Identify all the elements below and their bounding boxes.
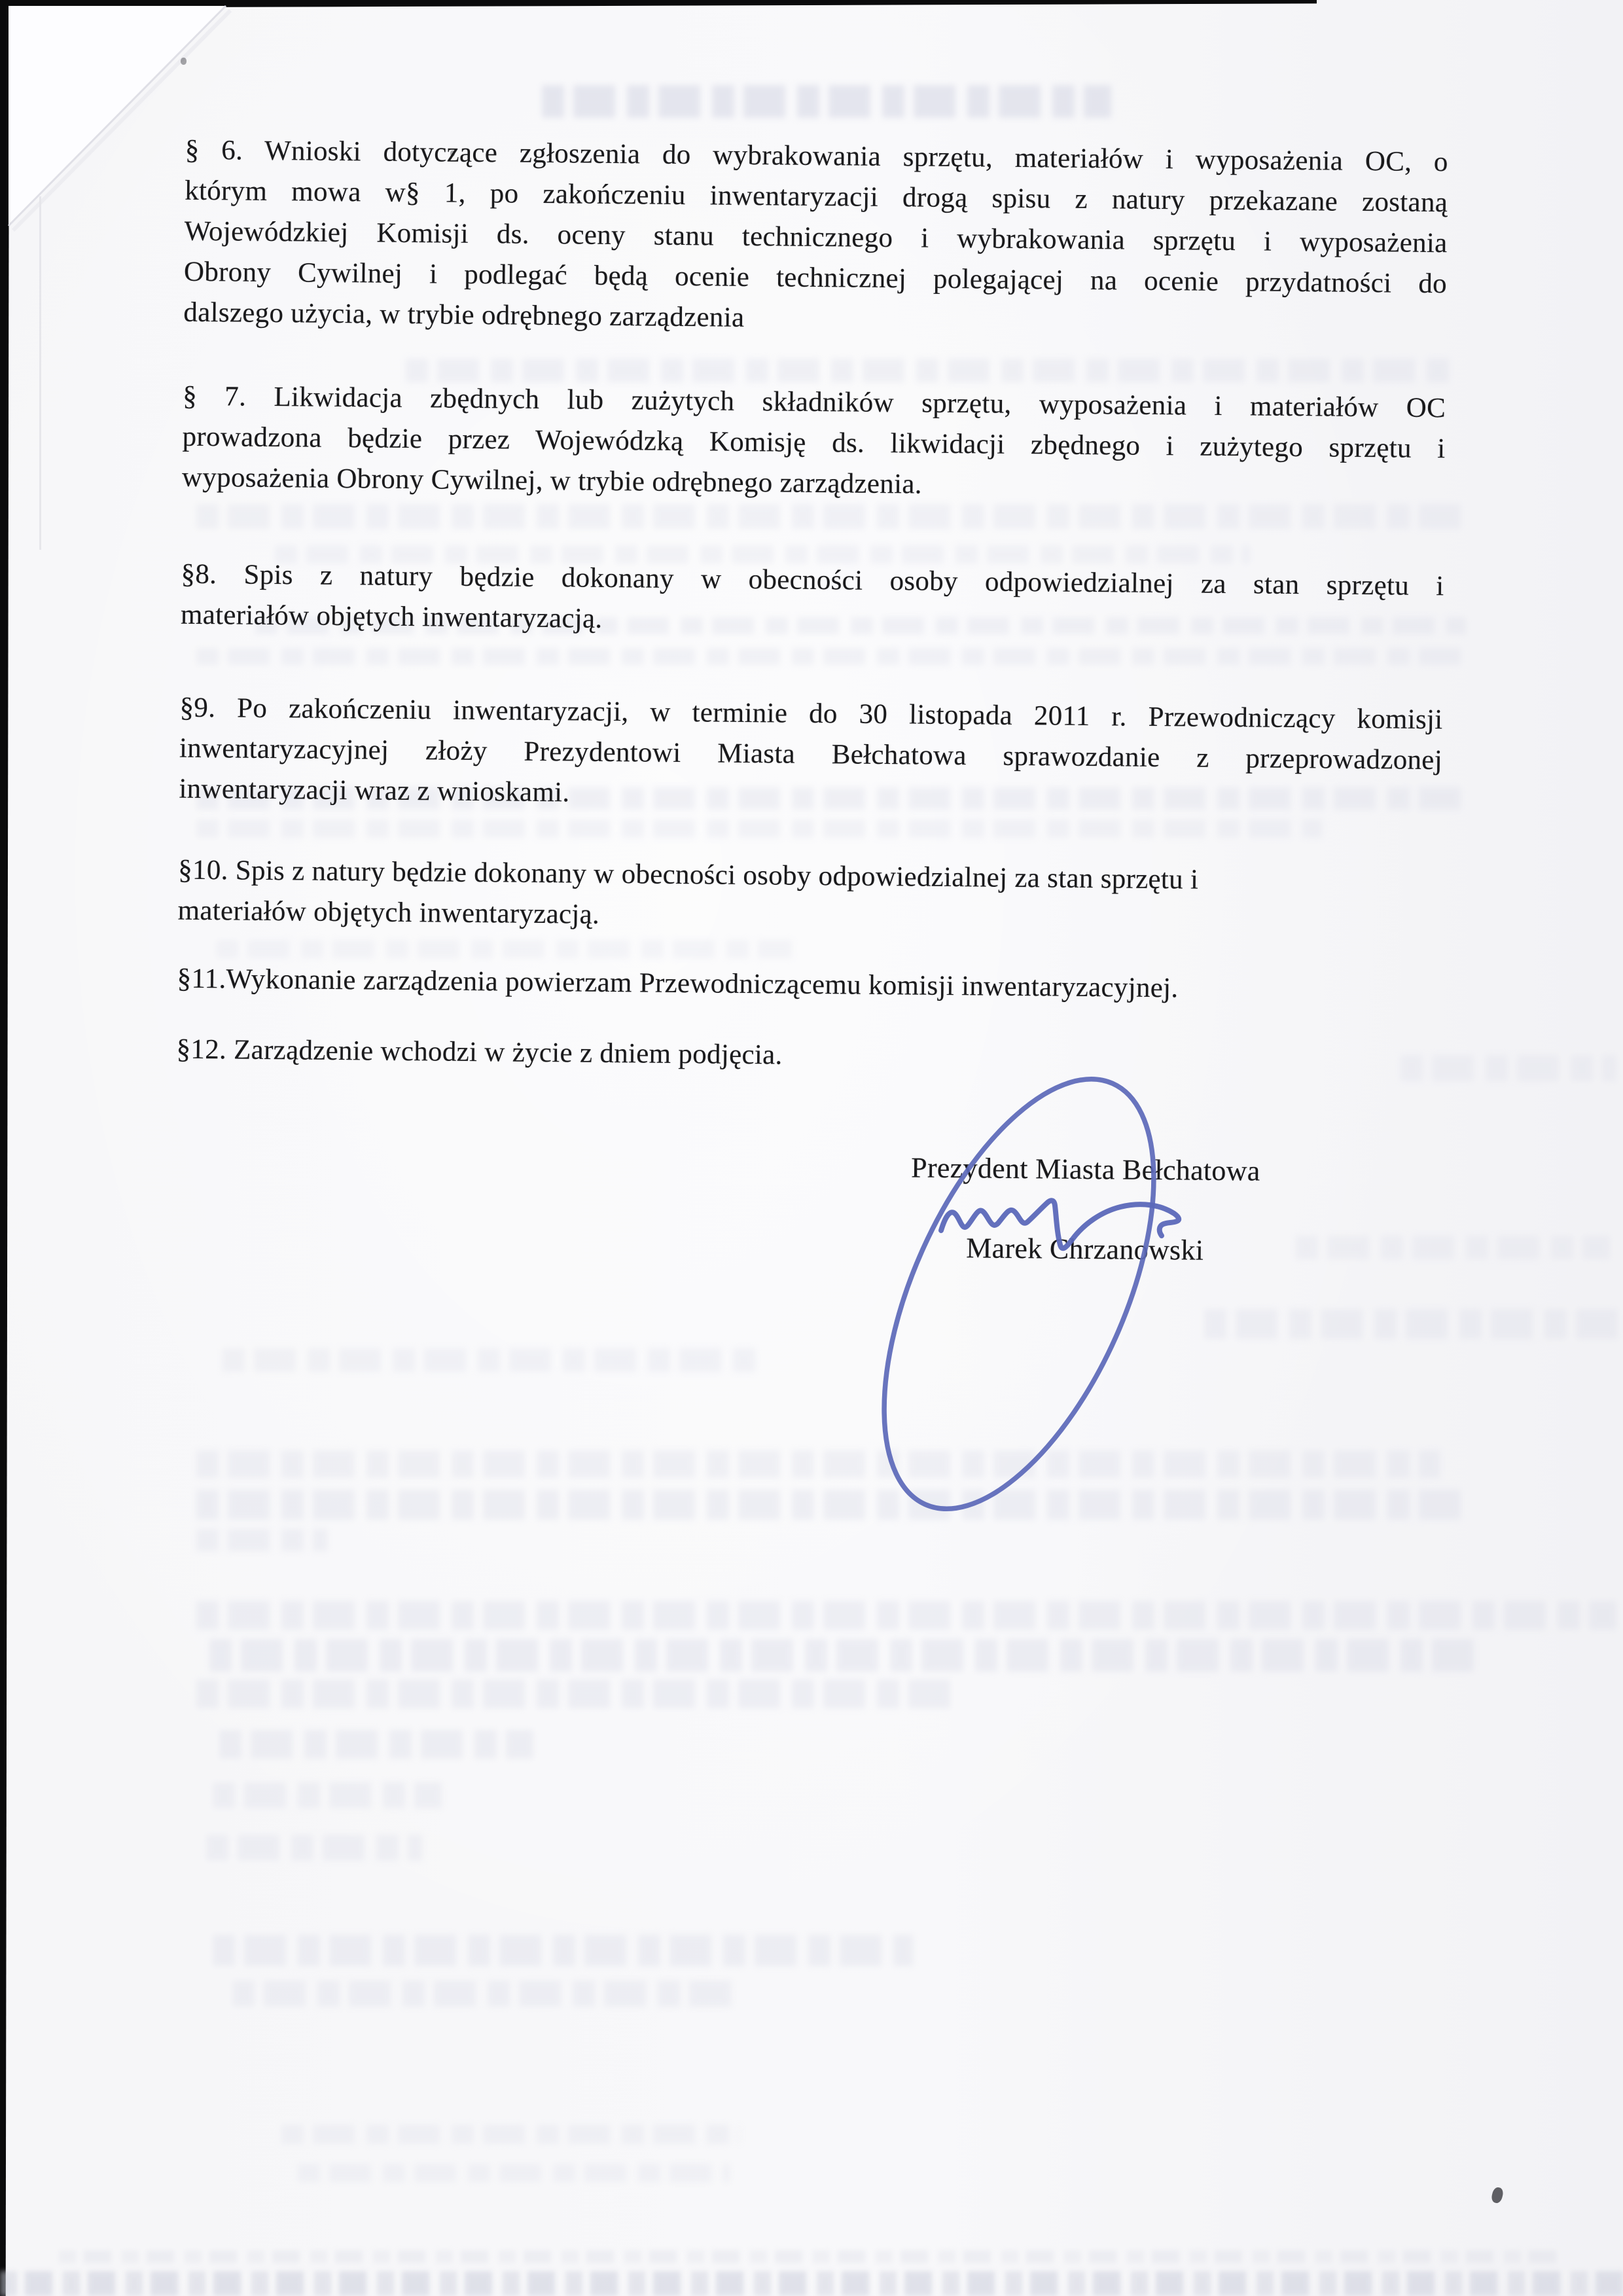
text-line: inwentaryzacyjnej złoży Prezydentowi Miasta Bełchatowa sprawozdanie z przeprowadzonej — [179, 732, 1443, 776]
text-line: § 7. Likwidacja zbędnych lub zużytych składników sprzętu, wyposażenia i materiałów OC — [182, 380, 1446, 424]
paragraph-6 — [183, 130, 1448, 346]
text-line: prowadzona będzie przez Wojewódzką Komisję ds. likwidacji zbędnego i zużytego sprzętu i — [182, 421, 1446, 465]
paragraph-9 — [179, 688, 1443, 822]
paragraph-8 — [181, 554, 1444, 648]
paragraph-11 — [177, 959, 1440, 1012]
text-line: §11.Wykonanie zarządzenia powierzam Przewodniczącemu komisji inwentaryzacyjnej. — [177, 963, 1179, 1004]
text-line: §12. Zarządzenie wchodzi w życie z dniem podjęcia. — [176, 1033, 783, 1071]
text-line: §8. Spis z natury będzie dokonany w obecności osoby odpowiedzialnej za stan sprzętu i — [181, 558, 1444, 602]
paragraph-7 — [182, 376, 1446, 511]
text-line: materiałów objętych inwentaryzacją. — [180, 599, 603, 634]
text-line: wyposażenia Obrony Cywilnej, w trybie odrębnego zarządzenia. — [181, 461, 923, 500]
text-line: materiałów objętych inwentaryzacją. — [177, 895, 600, 930]
signatory-name: Marek Chrzanowski — [965, 1232, 1204, 1266]
text-line: §10. Spis z natury będzie dokonany w obecności osoby odpowiedzialnej za stan sprzętu i — [178, 854, 1199, 895]
text-line: Wojewódzkiej Komisji ds. oceny stanu technicznego i wybrakowania sprzętu i wyposażenia — [184, 215, 1448, 259]
text-line: którym mowa w§ 1, po zakończeniu inwentaryzacji drogą spisu z natury przekazane zostaną — [184, 175, 1448, 219]
handwritten-signature-ink — [838, 1021, 1374, 1571]
signature-title: Prezydent Miasta Bełchatowa — [910, 1151, 1260, 1187]
text-line: Obrony Cywilnej i podlegać będą ocenie technicznej polegającej na ocenie przydatności do — [183, 256, 1448, 300]
text-line: inwentaryzacji wraz z wnioskami. — [179, 773, 570, 808]
text-line: §9. Po zakończeniu inwentaryzacji, w terminie do 30 listopada 2011 r. Przewodniczący komisji — [179, 692, 1443, 736]
paragraph-10 — [177, 850, 1441, 944]
text-line: dalszego użycia, w trybie odrębnego zarządzenia — [183, 296, 745, 333]
text-line: § 6. Wnioski dotyczące zgłoszenia do wybrakowania sprzętu, materiałów i wyposażenia OC, o — [185, 134, 1448, 178]
